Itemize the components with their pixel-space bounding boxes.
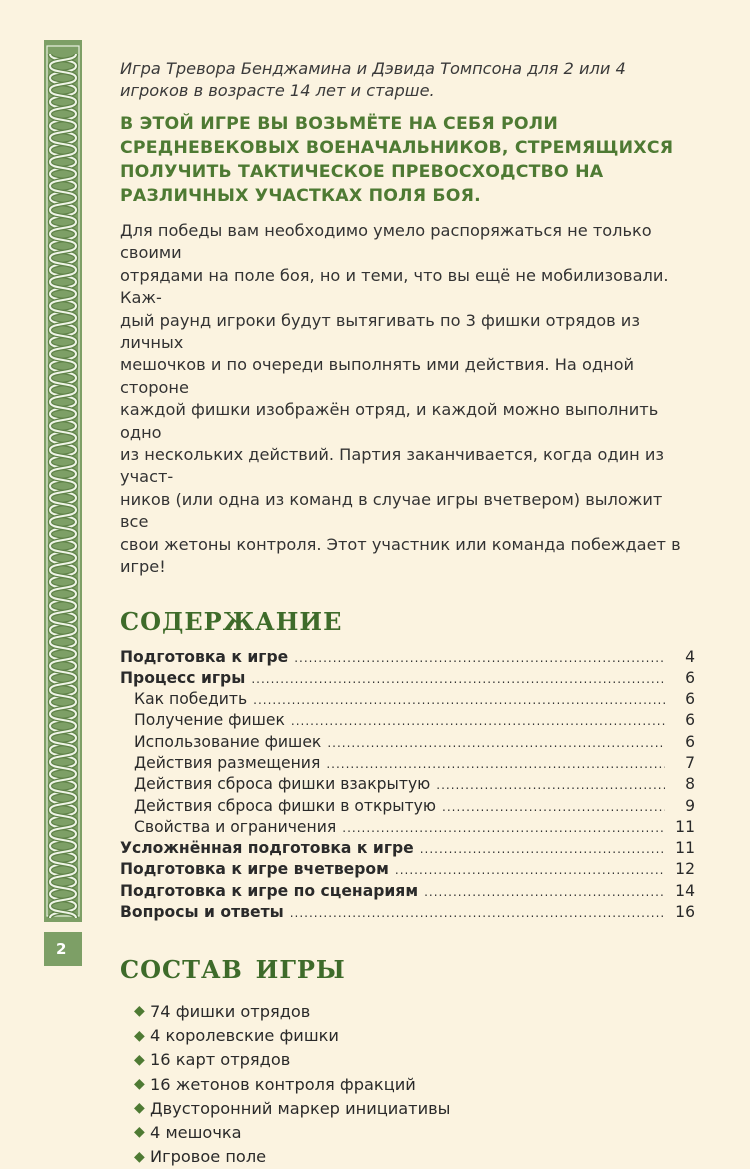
toc-entry-title: Процесс игры: [120, 668, 246, 687]
body-line: мешочков и по очереди выполнять ими действия. На одной стороне: [120, 355, 635, 397]
toc-leader-dots: [395, 860, 665, 881]
body-paragraph: [120, 220, 695, 579]
toc-entry[interactable]: [120, 753, 695, 774]
diamond-bullet-icon: ◆: [134, 1027, 145, 1044]
toc-leader-dots: [327, 733, 665, 754]
toc-entry[interactable]: [120, 838, 695, 859]
toc-entry-page: 4: [685, 647, 695, 666]
diamond-bullet-icon: ◆: [134, 1076, 145, 1093]
toc-entry-page: 6: [685, 732, 695, 751]
body-line: каждой фишки изображён отряд, и каждой можно выполнить одно: [120, 400, 659, 442]
component-item: [120, 1048, 695, 1072]
toc-entry-title: Действия сброса фишки взакрытую: [134, 775, 431, 794]
toc-entry-page: 12: [675, 860, 695, 879]
component-item-label: 74 фишки отрядов: [150, 1001, 311, 1021]
component-item-label: Двусторонний маркер инициативы: [150, 1098, 451, 1118]
toc-entry[interactable]: [120, 689, 695, 710]
toc-entry-title: Усложнённая подготовка к игре: [120, 839, 414, 858]
toc-entry-page: 11: [675, 839, 695, 858]
body-line: Для победы вам необходимо умело распоряжаться не только своими: [120, 221, 652, 263]
component-item-label: 4 мешочка: [150, 1122, 242, 1142]
toc-entry-title: Использование фишек: [134, 732, 322, 751]
page-number: 2: [44, 932, 82, 966]
toc-entry-title: Подготовка к игре: [120, 647, 289, 666]
toc-entry-page: 14: [675, 881, 695, 900]
toc-title: содержание: [120, 598, 343, 639]
toc-entry[interactable]: [120, 817, 695, 838]
toc-leader-dots: [251, 669, 665, 690]
diamond-bullet-icon: ◆: [134, 1003, 145, 1020]
toc-entry-page: 6: [685, 711, 695, 730]
component-item-label: 4 королевские фишки: [150, 1026, 339, 1046]
toc-entry-page: 8: [685, 775, 695, 794]
diamond-bullet-icon: ◆: [134, 1124, 145, 1141]
components-list: [120, 999, 695, 1168]
body-line: ников (или одна из команд в случае игры вчетвером) выложит все: [120, 489, 663, 532]
component-item: [120, 1144, 695, 1168]
toc-entry-title: Действия размещения: [134, 753, 321, 772]
component-item-label: Игровое поле: [150, 1147, 267, 1167]
toc-entry[interactable]: [120, 902, 695, 923]
toc-entry-page: 16: [675, 903, 695, 922]
page-content: [120, 58, 695, 1169]
toc-entry-title: Вопросы и ответы: [120, 903, 284, 922]
toc-entry[interactable]: [120, 881, 695, 902]
headline-text: В ЭТОЙ ИГРЕ ВЫ ВОЗЬМЁТЕ НА СЕБЯ РОЛИ СРЕДНЕВЕКОВЫХ ВОЕНАЧАЛЬНИКОВ, СТРЕМЯЩИХСЯ ПОЛУЧИТЬ ТАКТИЧЕСКОЕ ПРЕВОСХОДСТВО НА РАЗЛИЧНЫХ УЧАСТКАХ ПОЛЯ БОЯ.: [120, 114, 674, 206]
component-item: [120, 1024, 695, 1048]
toc-leader-dots: [326, 754, 665, 775]
diamond-bullet-icon: ◆: [134, 1100, 145, 1117]
toc-entry[interactable]: [120, 647, 695, 668]
component-item-label: 16 карт отрядов: [150, 1050, 291, 1070]
toc-leader-dots: [442, 797, 665, 818]
intro-text: Игра Тревора Бенджамина и Дэвида Томпсона для 2 или 4 игроков в возрасте 14 лет и старше.: [120, 59, 626, 100]
toc-leader-dots: [290, 903, 665, 924]
component-item: [120, 999, 695, 1023]
body-line: свои жетоны контроля. Этот участник или команда побеждает в игре!: [120, 534, 681, 577]
toc-entry[interactable]: [120, 859, 695, 880]
toc-entry-title: Как победить: [134, 690, 248, 709]
toc-entry-title: Свойства и ограничения: [134, 817, 337, 836]
toc-leader-dots: [291, 711, 665, 732]
toc-entry-page: 11: [675, 817, 695, 836]
component-item: [120, 1120, 695, 1144]
toc-leader-dots: [436, 775, 665, 796]
table-of-contents: [120, 647, 695, 924]
component-item-label: 16 жетонов контроля фракций: [150, 1074, 416, 1094]
toc-entry[interactable]: [120, 732, 695, 753]
component-item: [120, 1072, 695, 1096]
toc-entry-page: 9: [685, 796, 695, 815]
diamond-bullet-icon: ◆: [134, 1051, 145, 1068]
toc-entry-page: 6: [685, 690, 695, 709]
toc-entry-page: 6: [685, 668, 695, 687]
toc-entry[interactable]: [120, 774, 695, 795]
toc-leader-dots: [420, 839, 665, 860]
toc-entry[interactable]: [120, 668, 695, 689]
toc-entry-title: Получение фишек: [134, 711, 285, 730]
diamond-bullet-icon: ◆: [134, 1148, 145, 1165]
toc-entry-title: Подготовка к игре по сценариям: [120, 881, 419, 900]
body-line: отрядами на поле боя, но и теми, что вы ещё не мобилизовали. Каж-: [120, 265, 669, 308]
toc-entry-page: 7: [685, 753, 695, 772]
celtic-knot-pattern: [44, 40, 82, 922]
celtic-knot-border: [44, 40, 82, 922]
component-item: [120, 1096, 695, 1120]
toc-leader-dots: [253, 690, 665, 711]
body-line: дый раунд игроки будут вытягивать по 3 фишки отрядов из личных: [120, 310, 640, 353]
toc-leader-dots: [294, 648, 665, 669]
toc-leader-dots: [342, 818, 665, 839]
toc-entry-title: Подготовка к игре вчетвером: [120, 860, 389, 879]
toc-entry[interactable]: [120, 710, 695, 731]
components-title: состав игры: [120, 947, 346, 988]
toc-entry-title: Действия сброса фишки в открытую: [134, 796, 437, 815]
body-line: из нескольких действий. Партия заканчивается, когда один из участ-: [120, 445, 664, 487]
toc-leader-dots: [424, 882, 665, 903]
toc-entry[interactable]: [120, 796, 695, 817]
